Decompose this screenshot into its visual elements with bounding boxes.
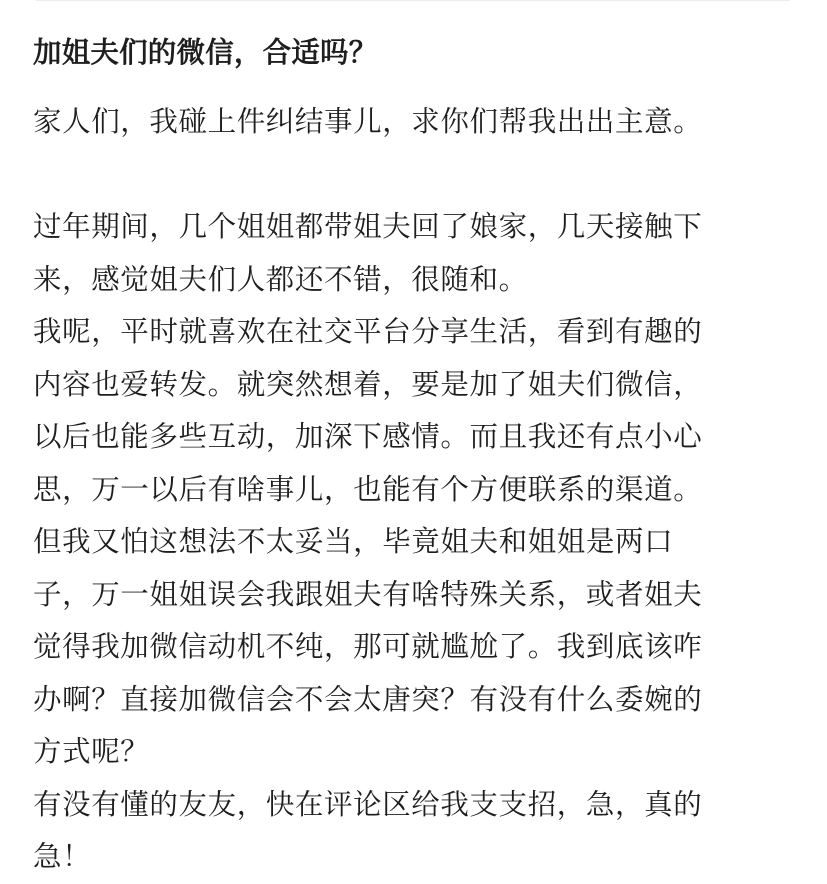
post-paragraph-background: 过年期间，几个姐姐都带姐夫回了娘家，几天接触下 来，感觉姐夫们人都还不错，很随和。 <box>33 210 703 296</box>
post-body <box>33 96 793 884</box>
post <box>33 28 793 884</box>
post-paragraph-plea: 有没有懂的友友，快在评论区给我支支招，急，真的 急！ <box>33 787 703 873</box>
post-title: 加姐夫们的微信，合适吗？ <box>33 36 378 69</box>
post-paragraph-dilemma: 我呢，平时就喜欢在社交平台分享生活，看到有趣的 内容也爱转发。就突然想着，要是加了姐夫们微信， 以后也能多些互动，加深下感情。而且我还有点小心 思，万一以后有啥事儿，也能有个方便联系的渠道。 但我又怕这想法不太妥当，毕竟姐夫和姐姐是两口 子，万一姐姐误会我跟姐夫有啥特殊关系，或者姐夫 觉得我加微信动机不纯，那可就尴尬了。我到底该咋 办啊？直接加微信会不会太唐突？有没有什么委婉的 方式呢？ <box>33 315 703 768</box>
top-divider <box>36 0 790 1</box>
post-paragraph-intro: 家人们，我碰上件纠结事儿，求你们帮我出出主意。 <box>33 105 703 138</box>
paragraph-gap <box>33 149 793 202</box>
